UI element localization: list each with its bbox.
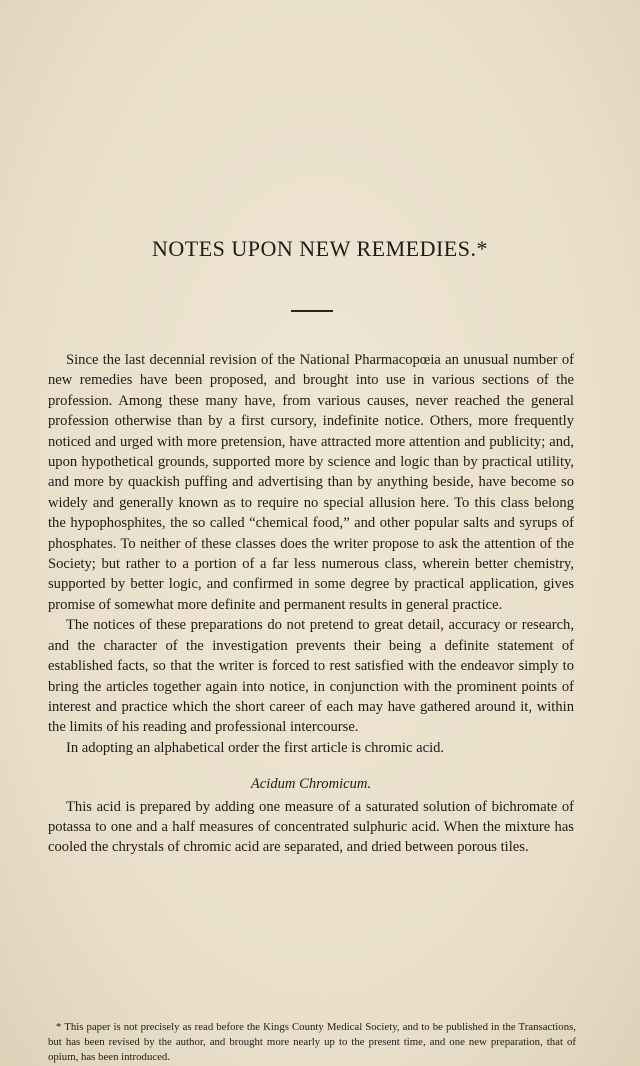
footnote-text: * This paper is not precisely as read before the Kings County Medical Society, and to be published in the Transactions, but has been revised by the author, and brought more nearly up to the present time, and one new preparation, that of opium, has been introduced.: [48, 1021, 576, 1063]
title-divider: [291, 310, 333, 312]
page-title: NOTES UPON NEW REMEDIES.*: [152, 236, 488, 261]
body-text: [48, 350, 574, 858]
paragraph-notices: The notices of these preparations do not pretend to great detail, accuracy or research, and the character of the investigation prevents their being a definite statement of established facts, so that the writer is forced to rest satisfied with the endeavor simply to bring the articles together again into notice, in conjunction with the prominent points of interest and practice which the short career of each may have gathered around it, within the limits of his reading and professional intercourse.: [48, 617, 574, 736]
paragraph-chromic-acid: This acid is prepared by adding one measure of a saturated solution of bichromate of potassa to one and a half measures of concentrated sulphuric acid. When the mixture has cooled the chrystals of chromic acid are separated, and dried between porous tiles.: [48, 798, 574, 856]
footnote: [48, 1020, 576, 1065]
paragraph-order: In adopting an alphabetical order the first article is chromic acid.: [66, 739, 445, 756]
section-heading: Acidum Chromicum.: [250, 776, 372, 793]
paragraph-intro: Since the last decennial revision of the National Pharmacopœia an unusual number of new remedies have been proposed, and brought into use in various sections of the profession. Among these many have, from various causes, never reached the general profession otherwise than by a first cursory, indefinite notice. Others, more frequently noticed and urged with more pretension, have attracted more attention and publicity; and, upon hypothetical grounds, supported more by science and logic than by practical utility, and more by quackish puffing and advertising than by anything beside, have become so widely and generally known as to require no special allusion here. To this class belong the hypophosphites, the so called “chemical food,” and other popular salts and syrups of phosphates. To neither of these classes does the writer propose to ask the attention of the Society; but rather to a portion of a far less numerous class, wherein better chemistry, supported by better logic, and confirmed in some degree by practical application, gives promise of somewhat more definite and permanent results in general practice.: [48, 352, 574, 613]
